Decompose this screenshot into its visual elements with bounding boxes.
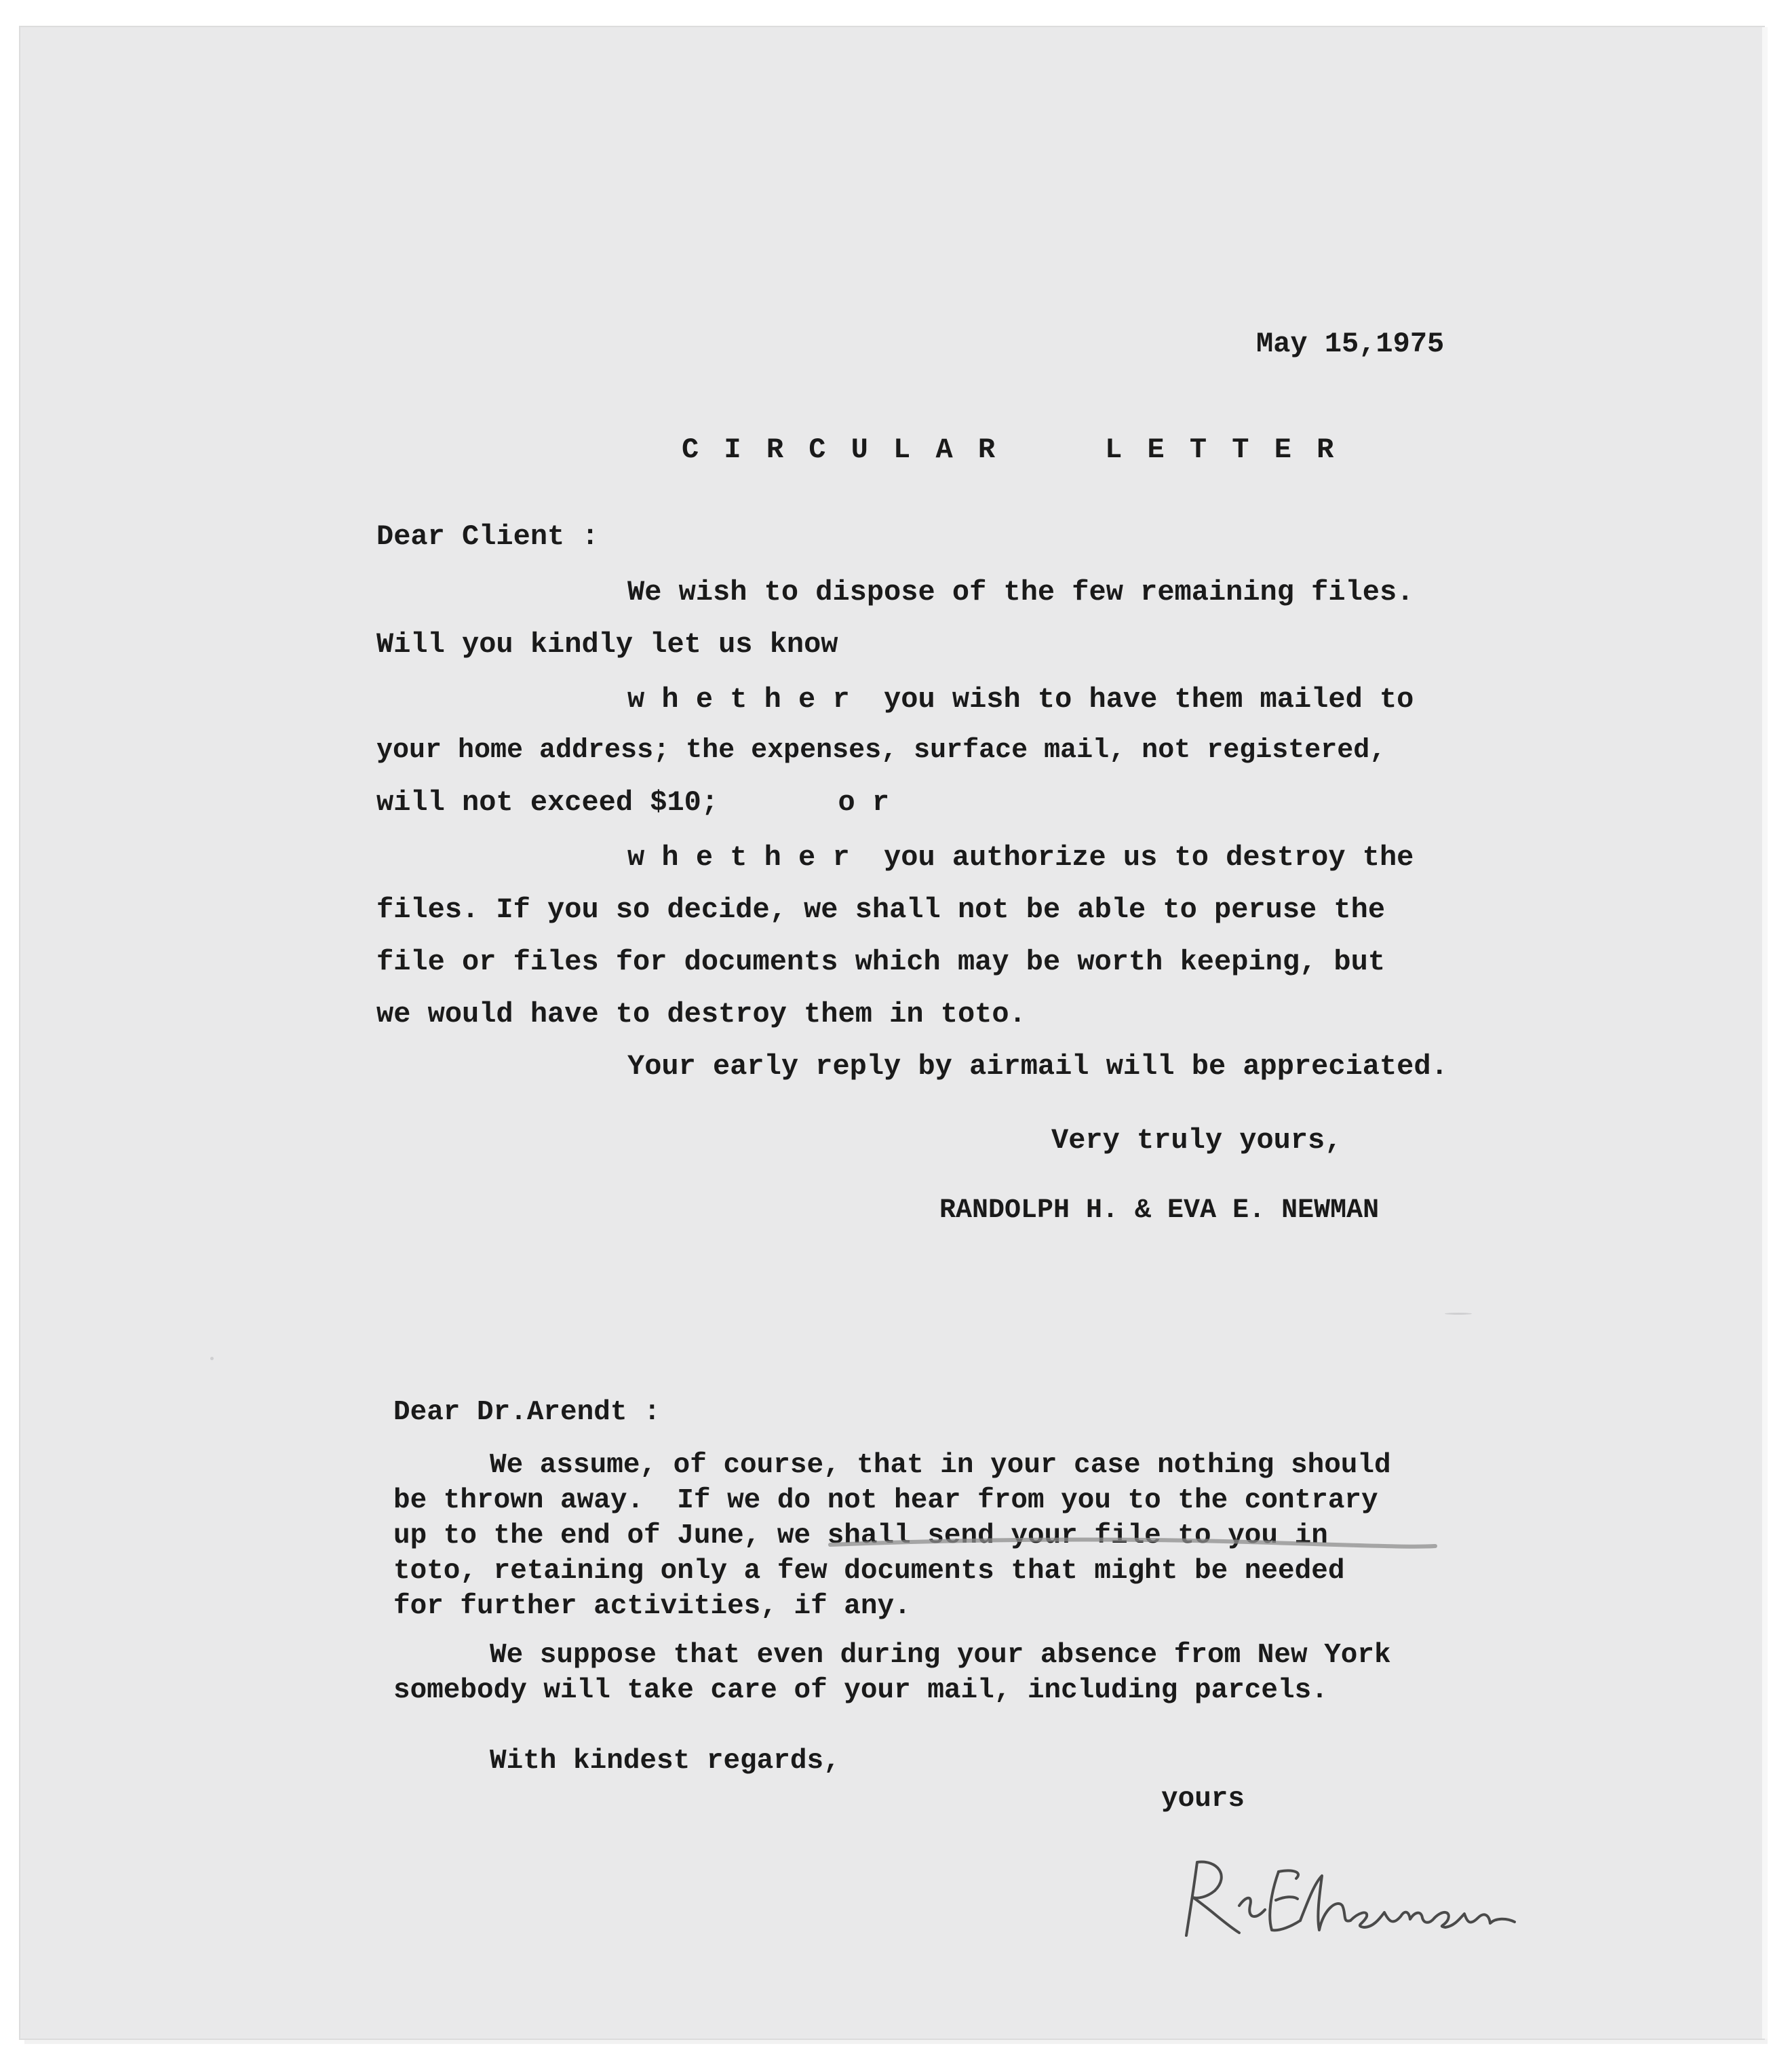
paper-speck (210, 1357, 214, 1360)
note-line: We assume, of course, that in your case nothing should (490, 1450, 1391, 1481)
note-salutation: Dear Dr.Arendt : (393, 1397, 661, 1428)
note-valediction: yours (1161, 1784, 1245, 1815)
letter-line: we would have to destroy them in toto. (376, 998, 1026, 1030)
sheet-edge (1762, 27, 1768, 2039)
letter-line: w h e t h e r you authorize us to destroy the (627, 841, 1414, 874)
letter-line: file or files for documents which may be worth keeping, but (376, 946, 1386, 978)
letter-closing: Very truly yours, (1051, 1124, 1342, 1157)
note-line: be thrown away. If we do not hear from you to the contrary (393, 1485, 1378, 1516)
paper-speck (1445, 1313, 1472, 1315)
letter-line: Your early reply by airmail will be appreciated. (627, 1050, 1448, 1083)
note-line: toto, retaining only a few documents that might be needed (393, 1556, 1345, 1587)
note-line: We suppose that even during your absence from New York (490, 1640, 1391, 1671)
note-line: for further activities, if any. (393, 1591, 911, 1622)
handwritten-signature (1177, 1855, 1530, 1944)
note-line: up to the end of June, we shall send your file to you in (393, 1520, 1328, 1551)
letter-salutation: Dear Client : (376, 520, 599, 553)
letter-line: We wish to dispose of the few remaining files. (627, 576, 1414, 609)
pencil-underline (827, 1537, 1438, 1551)
letter-sender: RANDOLPH H. & EVA E. NEWMAN (939, 1195, 1380, 1226)
letter-line: your home address; the expenses, surface mail, not registered, (376, 735, 1386, 766)
letter-line: w h e t h e r you wish to have them mailed to (627, 683, 1414, 716)
letter-line: will not exceed $10; o r (376, 786, 890, 819)
letter-line: files. If you so decide, we shall not be able to peruse the (376, 893, 1386, 926)
letter-heading: C I R C U L A R L E T T E R (682, 433, 1338, 466)
note-line: somebody will take care of your mail, including parcels. (393, 1675, 1328, 1706)
note-line: With kindest regards, (490, 1746, 840, 1777)
letter-date: May 15,1975 (1256, 328, 1445, 360)
letter-line: Will you kindly let us know (376, 628, 838, 661)
letter-sheet (20, 27, 1764, 2039)
